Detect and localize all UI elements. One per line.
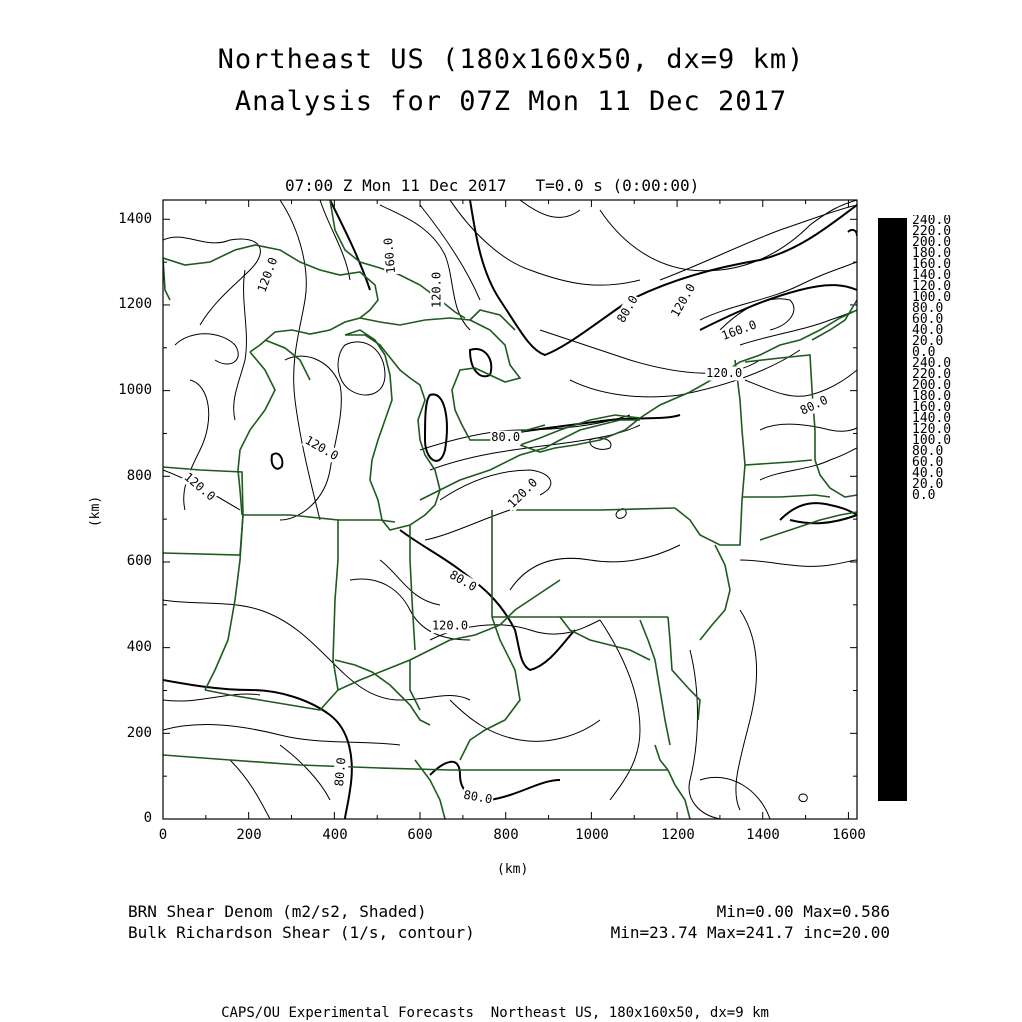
contour-line (470, 349, 491, 376)
contour-label: 120.0 (504, 475, 541, 511)
indiana-ohio-border (410, 525, 415, 650)
contour-line (430, 425, 640, 470)
va-coast (655, 745, 668, 770)
contour-line (570, 350, 800, 397)
y-tick-label: 0 (143, 810, 152, 826)
contour-label: 80.0 (614, 292, 641, 326)
upper-peninsula (360, 318, 470, 325)
contour-line (430, 762, 560, 800)
contour-line (736, 610, 757, 810)
new-england-east (745, 355, 857, 497)
contour-label: 120.0 (667, 281, 699, 320)
contour-label: 120.0 (431, 618, 469, 633)
contour-line (338, 342, 385, 395)
x-tick-label: 1400 (746, 827, 780, 843)
contour-line (450, 700, 600, 741)
lake-superior-north (330, 200, 465, 318)
x-tick-label: 400 (322, 827, 348, 843)
valid-time-subtitle: 07:00 Z Mon 11 Dec 2017 T=0.0 s (0:00:00) (285, 176, 700, 195)
nc-coast (668, 770, 690, 819)
contour-range: Min=23.74 Max=241.7 inc=20.00 (610, 923, 890, 942)
contour-label: 80.0 (447, 567, 480, 595)
footer-credit: CAPS/OU Experimental Forecasts Northeast US, 180x160x50, dx=9 km (221, 1005, 769, 1021)
x-tick-label: 200 (236, 827, 262, 843)
map-title-line1: Northeast US (180x160x50, dx=9 km) (217, 44, 805, 75)
y-tick-label: 1400 (118, 211, 152, 227)
contour-label: 80.0 (491, 430, 521, 445)
y-tick-label: 400 (126, 639, 152, 655)
contour-line (760, 424, 857, 431)
contour-label: 80.0 (332, 756, 349, 787)
maine-coast (812, 300, 857, 340)
x-axis-label: (km) (497, 862, 529, 877)
y-tick-label: 800 (126, 468, 152, 484)
y-axis-label: (km) (88, 495, 104, 528)
new-york-pennsylvania-border (512, 508, 675, 510)
contour-line (780, 503, 857, 520)
contour-label: 160.0 (381, 237, 399, 275)
contour-label: 120.0 (302, 432, 341, 464)
contour-line (660, 205, 857, 280)
colorbar-labels: 240.0 220.0 200.0 180.0 160.0 140.0 120.0 100.0 80.0 60.0 40.0 20.0 0.0 240.0 220.0 200.0 180.0 160.0 140.0 120.0 100.0 80.0 60.0 40.0 20.0 0.0 (912, 215, 952, 503)
contour-field-label: Bulk Richardson Shear (1/s, contour) (128, 923, 475, 942)
contour-line (163, 600, 330, 660)
lake-huron-east-shore (452, 320, 545, 440)
contour-line (700, 777, 770, 819)
michigan-ohio-border (338, 520, 395, 522)
x-tick-label: 0 (158, 827, 168, 843)
illinois-west (205, 515, 243, 690)
contour-line (425, 510, 510, 540)
minnesota-border (163, 258, 170, 300)
contour-label: 160.0 (719, 317, 759, 343)
kentucky-loop (410, 660, 420, 710)
contour-label: 120.0 (254, 255, 281, 295)
new-york-east (675, 465, 745, 545)
colorbar (878, 218, 907, 801)
x-tick-label: 1000 (575, 827, 609, 843)
contour-line (760, 448, 857, 480)
y-tick-label: 200 (126, 725, 152, 741)
x-tick-label: 1200 (661, 827, 695, 843)
delmarva (668, 617, 700, 720)
nj-coast (700, 545, 730, 640)
connecticut (742, 495, 830, 497)
y-tick-label: 600 (126, 553, 152, 569)
contour-line (520, 200, 580, 217)
illinois-indiana-border (243, 515, 338, 690)
contour-line (420, 415, 630, 450)
contour-label: 120.0 (181, 469, 219, 504)
contour-label: 80.0 (462, 787, 494, 807)
southern-indiana (335, 660, 430, 725)
contour-line (510, 545, 680, 590)
map-title-line2: Analysis for 07Z Mon 11 Dec 2017 (234, 86, 788, 117)
x-tick-label: 800 (493, 827, 519, 843)
shaded-range: Min=0.00 Max=0.586 (716, 902, 890, 921)
contour-label: 80.0 (797, 392, 831, 418)
contour-line (272, 453, 283, 468)
long-island (760, 512, 857, 540)
x-tick-label: 1600 (832, 827, 866, 843)
green-bay (265, 340, 310, 380)
contour-line (163, 725, 400, 745)
contour-line (163, 237, 260, 325)
y-tick-label: 1000 (118, 382, 152, 398)
contour-line (700, 262, 857, 320)
contour-line (280, 745, 330, 800)
shaded-field-label: BRN Shear Denom (m2/s2, Shaded) (128, 902, 427, 921)
x-tick-label: 600 (407, 827, 433, 843)
contour-line (230, 760, 270, 819)
maryland-virginia (560, 617, 650, 660)
contour-label: 120.0 (706, 365, 743, 380)
contour-line (425, 394, 447, 460)
contour-line (400, 530, 575, 670)
iowa-missouri-border (163, 515, 243, 555)
contour-line (600, 200, 857, 271)
contour-line (745, 370, 857, 396)
contour-line (740, 560, 857, 566)
chesapeake (640, 620, 670, 745)
lake-michigan-west-shore (238, 352, 275, 515)
y-tick-label: 1200 (118, 296, 152, 312)
contour-line (700, 285, 857, 330)
contour-line (848, 230, 857, 236)
contour-label: 120.0 (429, 271, 444, 309)
contour-line (175, 334, 238, 364)
contour-line (689, 650, 720, 819)
contour-line (799, 794, 807, 802)
